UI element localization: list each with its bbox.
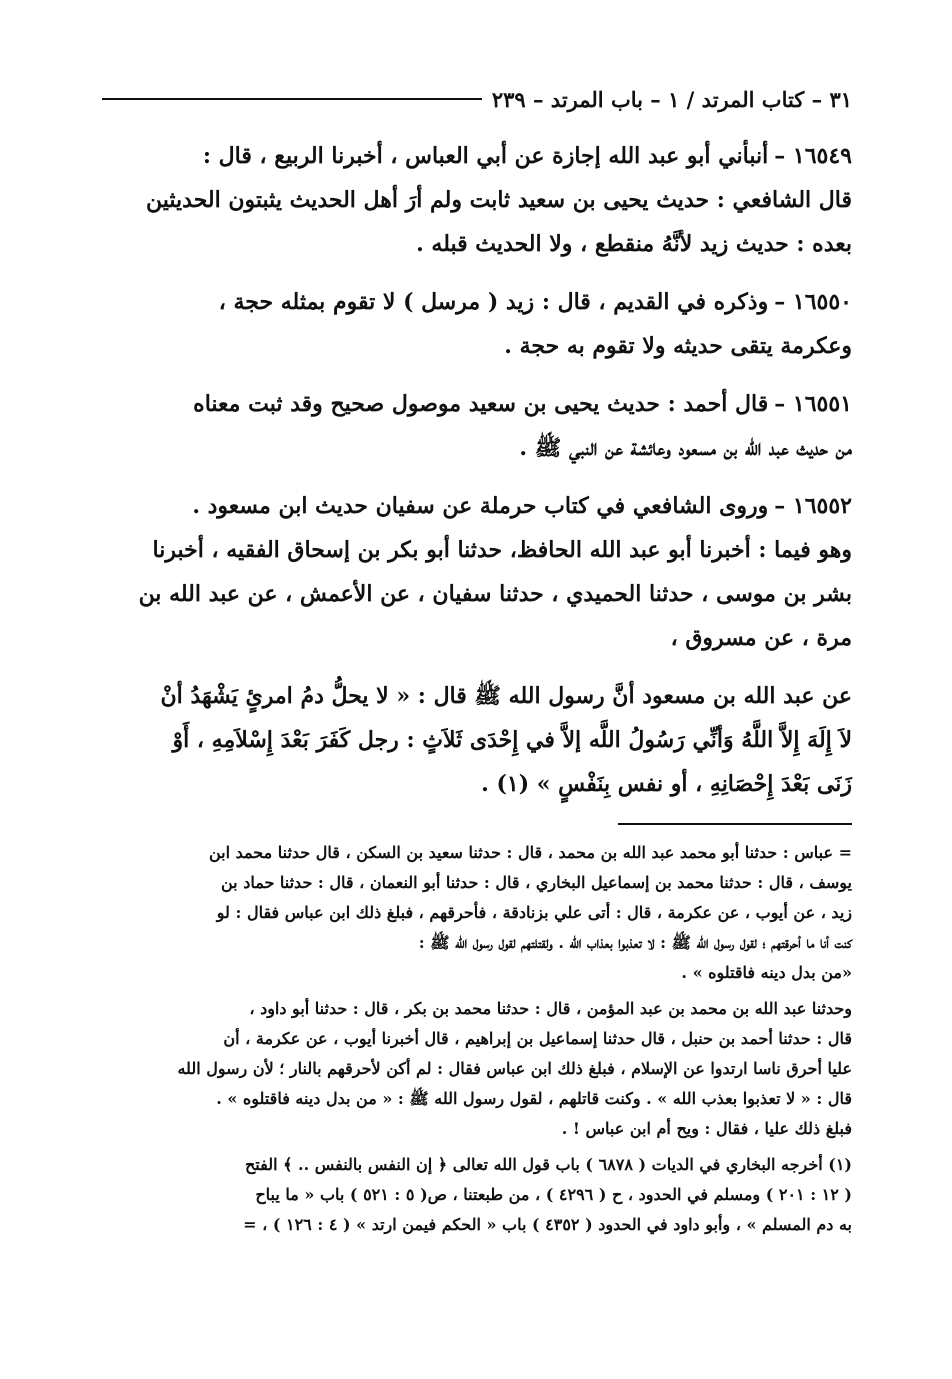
footnote-second-chain [102,994,852,1144]
footnotes [102,838,852,1246]
footnote-line: = عباس : حدثنا أبو محمد عبد الله بن محمد ، قال : حدثنا سعيد بن السكن ، قال حدثنا محمد ابن [208,843,852,862]
text-line: مرة ، عن مسروق ، [670,625,852,651]
footnote-line: وحدثنا عبد الله بن محمد بن عبد المؤمن ، قال : حدثنا محمد بن بكر ، قال : حدثنا أبو داود ، [249,999,852,1018]
footnote-1 [102,1150,852,1240]
text-line: ١٦٥٥٢ –وروى الشافعي في كتاب حرملة عن سفيان حديث ابن مسعود . [192,493,852,519]
footnote-line: يوسف ، قال : حدثنا محمد بن إسماعيل البخاري ، قال : حدثنا أبو النعمان ، قال : حدثنا حماد بن [220,873,852,892]
footnote-line: قال : حدثنا أحمد بن حنبل ، قال حدثنا إسماعيل بن إبراهيم ، قال أخبرنا أيوب ، عن عكرمة ، أن [223,1029,852,1048]
text-line: ١٦٥٤٩ –أنبأني أبو عبد الله إجازة عن أبي العباس ، أخبرنا الربيع ، قال : [202,143,852,169]
paragraph-16552 [102,484,852,660]
paragraph-16549 [102,134,852,266]
text-line: وهو فيما : أخبرنا أبو عبد الله الحافظ، حدثنا أبو بكر بن إسحاق الفقيه ، أخبرنا [152,537,852,563]
footnote-divider [618,823,852,825]
text-line: بعده : حديث زيد لأنَّهُ منقطع ، ولا الحديث قبله . [416,231,852,257]
footnote-continuation [102,838,852,988]
text-line: عن عبد الله بن مسعود أنَّ رسول الله ﷺ قال : « لا يحلُّ دمُ امرئٍ يَشْهَدُ أنْ [160,683,852,709]
paragraph-number: ١٦٥٤٩ – [774,143,852,169]
text-line: وعكرمة يتقى حديثه ولا تقوم به حجة . [504,333,852,359]
paragraph-16551 [102,382,852,470]
footnote-line: (١) أخرجه البخاري في الديات ( ٦٨٧٨ ) باب قول الله تعالى ﴿ إن النفس بالنفس .. ﴾ الفتح [244,1155,852,1174]
footnote-line: «من بدل دينه فاقتلوه » . [681,963,852,982]
page-header [102,84,852,114]
footnote-line: عليا أحرق ناسا ارتدوا عن الإسلام ، فبلغ ذلك ابن عباس فقال : لم أكن لأحرقهم بالنار ؛ لأن رسول الله [177,1059,852,1078]
footnote-line: كنت أنا ما أحرقتهم ؛ لقول رسول الله ﷺ : لا تعذبوا بعذاب الله . ولقتلتهم لقول رسول الله ﷺ : [418,933,852,952]
text-line: ١٦٥٥٠ –وذكره في القديم ، قال : زيد ( مرسل ) لا تقوم بمثله حجة ، [218,289,852,315]
paragraph-number: ١٦٥٥١ – [774,391,852,417]
text-line: قال الشافعي : حديث يحيى بن سعيد ثابت ولم أرَ أهل الحديث يثبتون الحديثين [146,187,852,213]
footnote-line: به دم المسلم » ، وأبو داود في الحدود ( ٤٣٥٢ ) باب « الحكم فيمن ارتد » ( ٤ : ١٢٦ ) ، = [243,1215,852,1234]
running-title: ٣١ – كتاب المرتد / ١ – باب المرتد – ٢٣٩ [491,86,852,112]
paragraph-number: ١٦٥٥٢ – [774,493,852,519]
footnote-line: زيد ، عن أيوب ، عن عكرمة ، قال : أتى علي بزنادقة ، فأحرقهم ، فبلغ ذلك ابن عباس فقال : لو [216,903,852,922]
footnote-line: فبلغ ذلك عليا ، فقال : ويح أم ابن عباس ! . [561,1119,852,1138]
paragraph-16550 [102,280,852,368]
hadith-text [102,674,852,806]
text-line: لاَ إِلَهَ إِلاَّ اللَّهُ وَأنِّي رَسُولُ اللَّه إلاَّ في إِحْدَى ثَلاَثٍ : رجل كَفَرَ بَعْدَ إِسْلاَمِهِ ، أَوْ [172,727,852,753]
footnote-line: ( ١٢ : ٢٠١ ) ومسلم في الحدود ، ح ( ٤٢٩٦ ) ، من طبعتنا ، ص( ٥ : ٥٢١ ) باب « ما يباح [255,1185,852,1204]
text-line: زَنَى بَعْدَ إِحْصَانِهِ ، أو نفس بِنَفْسٍ » (١) . [481,771,852,797]
header-rule [102,98,482,100]
text-line: من حديث عبد الله بن مسعود وعائشة عن النبي ﷺ . [519,435,852,461]
paragraph-number: ١٦٥٥٠ – [774,289,852,315]
text-line: ١٦٥٥١ –قال أحمد : حديث يحيى بن سعيد موصول صحيح وقد ثبت معناه [193,391,852,417]
text-line: بشر بن موسى ، حدثنا الحميدي ، حدثنا سفيان ، عن الأعمش ، عن عبد الله بن [138,581,852,607]
footnote-line: قال : « لا تعذبوا بعذب الله » . وكنت قاتلهم ، لقول رسول الله ﷺ : « من بدل دينه فاقتلوه » . [216,1089,852,1108]
main-text [102,134,852,820]
